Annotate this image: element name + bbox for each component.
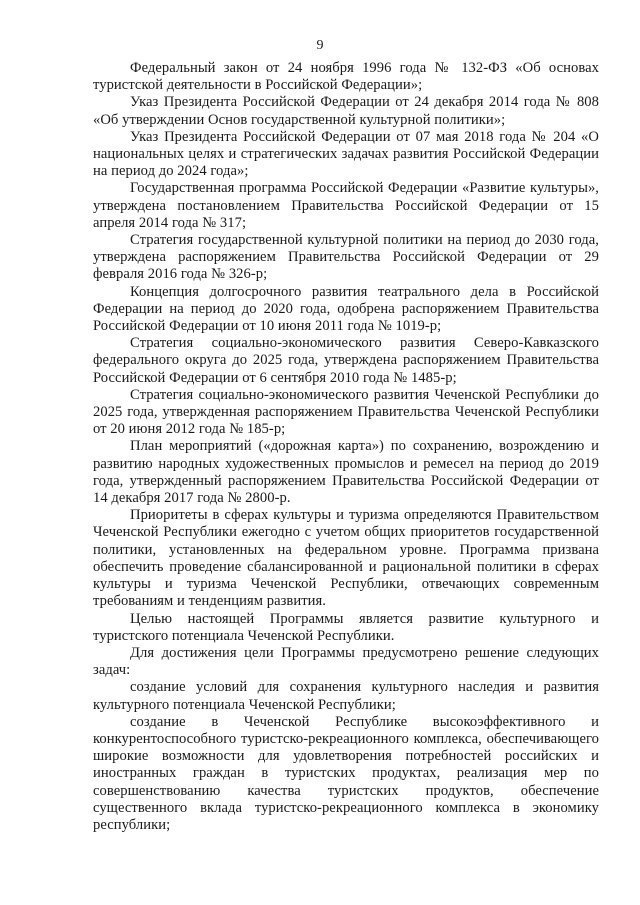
paragraph-tasks-intro: Для достижения цели Программы предусмотрено решение следующих задач: bbox=[93, 644, 599, 679]
paragraph-decree-808: Указ Президента Российской Федерации от 24 декабря 2014 года № 808 «Об утверждении Основ государственной культурной политики»; bbox=[93, 94, 599, 128]
paragraph-task-heritage: создание условий для сохранения культурного наследия и развития культурного потенциала Чеченской Республики; bbox=[93, 679, 599, 713]
paragraph-chechen-strategy: Стратегия социально-экономического развития Чеченской Республики до 2025 года, утвержденная распоряжением Правительства Чеченской Республики от 20 июня 2012 года № 185-р; bbox=[93, 386, 599, 438]
paragraph-theatre-concept: Концепция долгосрочного развития театрального дела в Российской Федерации на период до 2020 года, одобрена распоряжением Правительства Российской Федерации от 10 июня 2011 года № 1019-р; bbox=[93, 283, 599, 335]
page-number: 9 bbox=[316, 38, 324, 53]
paragraph-decree-204: Указ Президента Российской Федерации от 07 мая 2018 года № 204 «О национальных целях и стратегических задачах развития Российской Федерации на период до 2024 года»; bbox=[93, 128, 599, 180]
paragraph-priorities: Приоритеты в сферах культуры и туризма определяются Правительством Чеченской Республики ежегодно с учетом общих приоритетов государственной политики, установленных на федеральном уровне. Программа призвана обеспечить проведение сбалансированной и рациональной политики в сферах культуры и туризма Чеченской Республики, отвечающих современным требованиям и тенденциям развития. bbox=[93, 507, 599, 610]
paragraph-north-caucasus-strategy: Стратегия социально-экономического развития Северо-Кавказского федерального округа до 2025 года, утверждена распоряжением Правительства Российской Федерации от 6 сентября 2010 года № 1485-р; bbox=[93, 335, 599, 386]
paragraph-task-tourism: создание в Чеченской Республике высокоэффективного и конкурентоспособного туристско-рекреационного комплекса, обеспечивающего широкие возможности для удовлетворения потребностей российских и иностранных граждан в туристских продуктах, реализация мер по совершенствованию качества туристских продуктов, обеспечение существенного вклада туристско-рекреационного комплекса в экономику республики; bbox=[93, 713, 599, 833]
paragraph-cultural-policy-strategy: Стратегия государственной культурной политики на период до 2030 года, утверждена распоряжением Правительства Российской Федерации от 29 февраля 2016 года № 326-р; bbox=[93, 232, 599, 283]
paragraph-federal-law: Федеральный закон от 24 ноября 1996 года № 132-ФЗ «Об основах туристской деятельности в Российской Федерации»; bbox=[93, 60, 599, 94]
paragraph-program-goal: Целью настоящей Программы является развитие культурного и туристского потенциала Чеченской Республики. bbox=[93, 610, 599, 644]
paragraph-state-program: Государственная программа Российской Федерации «Развитие культуры», утверждена постановлением Правительства Российской Федерации от 15 апреля 2014 года № 317; bbox=[93, 180, 599, 231]
document-body bbox=[93, 60, 599, 834]
paragraph-roadmap: План мероприятий («дорожная карта») по сохранению, возрождению и развитию народных художественных промыслов и ремесел на период до 2019 года, утвержденный распоряжением Правительства Российской Федерации от 14 декабря 2017 года № 2800-р. bbox=[93, 438, 599, 507]
